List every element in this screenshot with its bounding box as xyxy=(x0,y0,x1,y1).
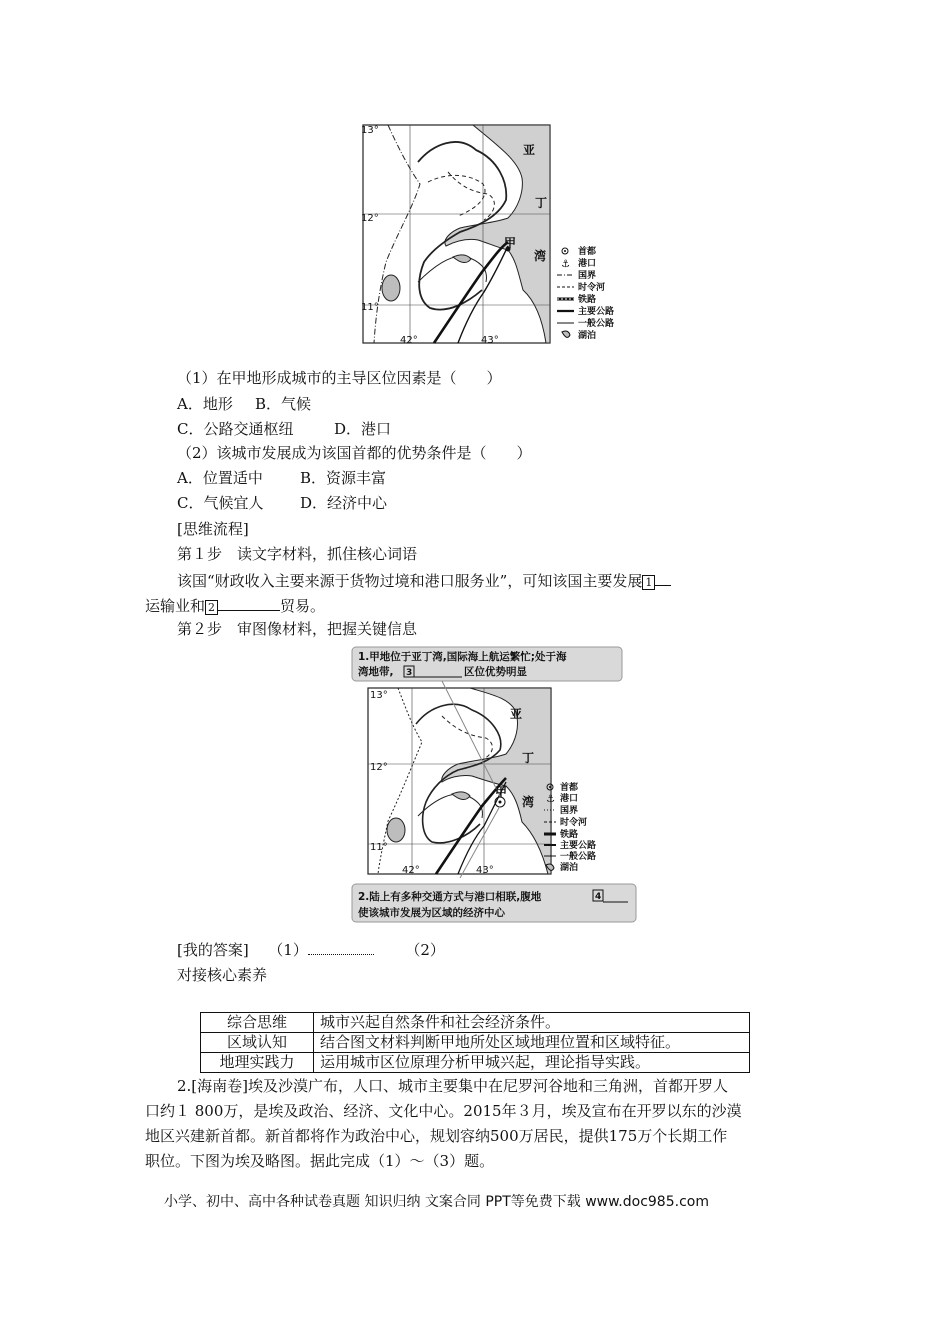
lat-label-13: 13° xyxy=(361,125,379,136)
table-row xyxy=(201,1033,750,1053)
answer-label: [我的答案] xyxy=(177,941,249,959)
q1-option-a: A．地形 xyxy=(177,395,233,413)
q2-option-a: A．位置适中 xyxy=(177,469,263,487)
callout1-line2b: 区位优势明显 xyxy=(464,666,527,678)
m2-legend-river: 时令河 xyxy=(560,818,588,828)
flow-para-b: 运输业和 xyxy=(145,597,206,615)
map-aden-gulf-1 xyxy=(358,122,634,348)
q1-option-c: C．公路交通枢纽 xyxy=(177,420,294,438)
q1-option-b: B．气候 xyxy=(255,395,312,413)
q-next-line1: 2.[海南卷]埃及沙漠广布，人口、城市主要集中在尼罗河谷地和三角洲，首都开罗人 xyxy=(177,1077,729,1095)
lat-label-11: 11° xyxy=(361,302,379,313)
answer-line xyxy=(177,940,445,960)
table-row xyxy=(201,1013,750,1033)
svg-text:⚓: ⚓ xyxy=(546,794,555,805)
table-cell-value: 运用城市区位原理分析甲城兴起，理论指导实践。 xyxy=(314,1053,750,1073)
sea-char-1: 亚 xyxy=(523,143,536,157)
m2-lat-13: 13° xyxy=(370,690,388,701)
q1-stem: （1）在甲地形成城市的主导区位因素是（ ） xyxy=(177,369,502,387)
m2-point-jia: 甲 xyxy=(495,785,508,799)
m2-legend-capital: 首都 xyxy=(560,783,579,793)
legend-lake: 湖泊 xyxy=(578,331,597,341)
legend-capital: 首都 xyxy=(578,247,597,257)
m2-sea-1: 亚 xyxy=(510,707,523,721)
svg-text:⚓: ⚓ xyxy=(561,259,570,270)
flow-para-c: 贸易。 xyxy=(280,597,326,615)
callout2-line2: 使该城市发展为区域的经济中心 xyxy=(358,907,505,919)
map-aden-gulf-2 xyxy=(350,646,640,926)
legend-port: 港口 xyxy=(578,259,597,269)
legend-railway: 铁路 xyxy=(578,295,597,305)
flow-title: [思维流程] xyxy=(177,520,249,538)
table-cell-key: 区域认知 xyxy=(201,1033,314,1053)
flow-para-a: 该国“财政收入主要来源于货物过境和港口服务业”，可知该国主要发展 xyxy=(177,572,643,590)
m2-sea-2: 丁 xyxy=(522,751,535,765)
q2-option-b: B．资源丰富 xyxy=(300,469,387,487)
legend-road: 一般公路 xyxy=(578,319,615,329)
flow-step2: 第２步 审图像材料，把握关键信息 xyxy=(177,620,418,638)
circ-2: 2 xyxy=(205,600,218,615)
callout2-num: 4 xyxy=(595,892,602,902)
point-jia: 甲 xyxy=(504,236,517,250)
callout1-line1: 1.甲地位于亚丁湾,国际海上航运繁忙;处于海 xyxy=(358,651,567,663)
callout1-line2a: 湾地带, xyxy=(358,666,394,678)
core-title: 对接核心素养 xyxy=(177,966,268,984)
table-cell-value: 结合图文材料判断甲地所处区域地理位置和区域特征。 xyxy=(314,1033,750,1053)
q2-option-c: C．气候宜人 xyxy=(177,494,264,512)
callout1-num: 3 xyxy=(406,668,413,678)
answer-2-label: （2） xyxy=(405,941,445,959)
m2-lon-43: 43° xyxy=(476,865,494,876)
m2-legend-lake: 湖泊 xyxy=(560,863,579,873)
page-footer: 小学、初中、高中各种试卷真题 知识归纳 文案合同 PPT等免费下载 www.doc985.com xyxy=(164,1194,709,1210)
q2-stem: （2）该城市发展成为该国首都的优势条件是（ ） xyxy=(177,444,532,462)
m2-legend-main-road: 主要公路 xyxy=(560,841,597,851)
sea-char-2: 丁 xyxy=(535,196,548,210)
m2-legend-road: 一般公路 xyxy=(560,852,597,862)
m2-lat-11: 11° xyxy=(370,842,388,853)
core-literacy-table xyxy=(200,1012,750,1073)
table-cell-key: 地理实践力 xyxy=(201,1053,314,1073)
answer-1-label: （1） xyxy=(268,941,308,959)
table-cell-key: 综合思维 xyxy=(201,1013,314,1033)
q1-option-d: D．港口 xyxy=(334,420,392,438)
sea-char-3: 湾 xyxy=(534,249,547,263)
flow-step1: 第１步 读文字材料，抓住核心词语 xyxy=(177,545,418,563)
flow-para-line1 xyxy=(177,569,671,593)
legend-border: 国界 xyxy=(578,271,597,281)
m2-sea-3: 湾 xyxy=(522,795,535,809)
legend-seasonal-river: 时令河 xyxy=(578,283,606,293)
q-next-line2: 口约１ 800万，是埃及政治、经济、文化中心。2015年３月，埃及宣布在开罗以东的沙漠 xyxy=(145,1102,742,1120)
m2-legend-port: 港口 xyxy=(560,794,579,804)
circ-1: 1 xyxy=(642,575,655,590)
lon-label-43: 43° xyxy=(481,335,499,346)
q2-option-d: D．经济中心 xyxy=(300,494,388,512)
lon-label-42: 42° xyxy=(400,335,418,346)
table-row xyxy=(201,1053,750,1073)
flow-para-line2 xyxy=(145,594,325,618)
callout2-line1a: 2.陆上有多种交通方式与港口相联,腹地 xyxy=(358,891,542,903)
answer-1-blank[interactable] xyxy=(308,940,374,955)
table-cell-value: 城市兴起自然条件和社会经济条件。 xyxy=(314,1013,750,1033)
m2-legend-border: 国界 xyxy=(560,806,579,816)
m2-lat-12: 12° xyxy=(370,762,388,773)
q-next-line3: 地区兴建新首都。新首都将作为政治中心，规划容纳500万居民，提供175万个长期工作 xyxy=(145,1127,728,1145)
lat-label-12: 12° xyxy=(361,213,379,224)
m2-legend-rail: 铁路 xyxy=(560,830,579,840)
m2-lon-42: 42° xyxy=(402,865,420,876)
q-next-line4: 职位。下图为埃及略图。据此完成（1）～（3）题。 xyxy=(145,1152,495,1170)
legend-main-road: 主要公路 xyxy=(578,307,615,317)
